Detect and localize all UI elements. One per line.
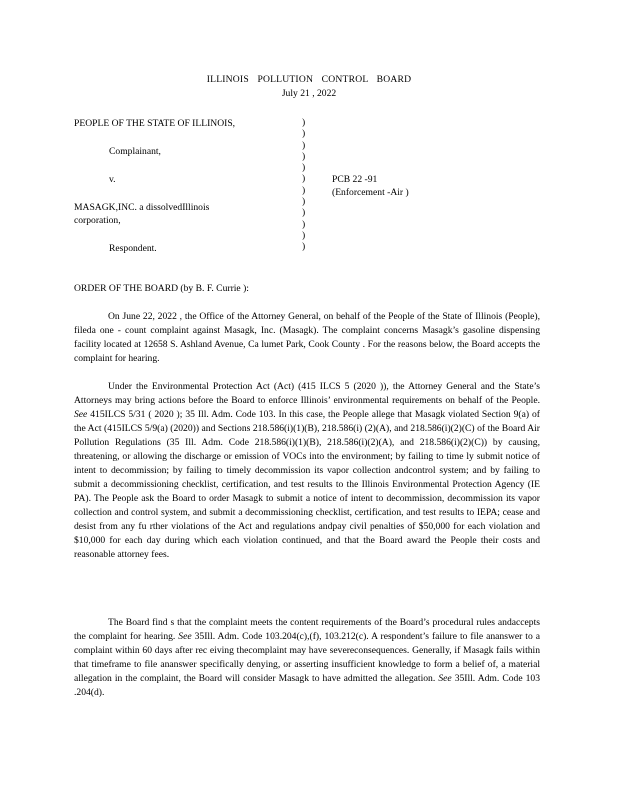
case-number: PCB 22 -91 [332, 174, 378, 185]
paragraph-2-text-b: 415ILCS 5/31 ( 2020 ); 35 Ill. Adm. Code 103. In this case, the People allege that Masagk violated Section 9(a) of the Act (415ILCS 5/9(a) (2020)) and Sections 218.586(i)(1)(B), 218.586(i) (2)(A), and 218.586(i)(2)(C) of the Board Air Pollution Regulations (35 Ill. Adm. Code 218.586(i)(1)(B), 218.586(i)(2)(A), and 218.586(i)(2)(C)) by causing, threatening, or allowing the discharge or emission of VOCs into the environment; by failing to time ly submit notice of intent to decommission; by failing to timely decommission its vapor collection andcontrol system; and by failing to submit a decommissioning checklist, certification, and test results to the Illinois Environmental Protection Agency (IE PA). The People ask the Board to order Masagk to submit a notice of intent to decommission, decommission its vapor collection and control system, and submit a decommissioning checklist, certification, and test results to IEPA; cease and desist from any fu rther violations of the Act and regulations andpay civil penalties of $50,000 for each violation and $10,000 for each day during which each violation continued, and that the Board award the People their costs and reasonable attorney fees. [74, 409, 540, 560]
paren: ) [302, 150, 306, 162]
paren: ) [302, 139, 306, 151]
paren: ) [302, 229, 306, 241]
paren: ) [302, 117, 306, 128]
respondent-label: Respondent. [109, 243, 157, 254]
paren: ) [302, 128, 306, 140]
paren: ) [302, 173, 306, 185]
see-citation-signal: See [74, 409, 88, 420]
defendant-name-line2: corporation, [74, 215, 121, 226]
document-title: ILLINOIS POLLUTION CONTROL BOARD [206, 74, 412, 85]
paragraph-3-text-a: The Board find s that the complaint meets the content requirements of the Board’s procedural rules andaccepts the complaint for hearing. [74, 617, 540, 642]
versus-label: v. [109, 174, 116, 185]
paragraph-3 [74, 616, 540, 700]
paragraph-1-text: On June 22, 2022 , the Office of the Attorney General, on behalf of the People of the State of Illinois (People), fileda one - count complaint against Masagk, Inc. (Masagk). The complaint concerns Masagk’s gasoline dispensing facility located at 12658 S. Ashland Avenue, Ca lumet Park, Cook County . For the reasons below, the Board accepts the complaint for hearing. [74, 311, 540, 364]
paragraph-3-text-c: 35Ill. Adm. Code 103 .204(d). [74, 673, 541, 698]
paragraph-2 [74, 380, 540, 562]
defendant-name-line1: MASAGK,INC. a dissolvedIllinois [74, 202, 210, 213]
paragraph-3-text-b: 35Ill. Adm. Code 103.204(c),(f), 103.212(c). A respondent’s failure to file ananswer to a complaint within 60 days after rec eiving thecomplaint may have severeconsequences. Generally, if Masagk fails within that timeframe to file ananswer specifically denying, or asserting insufficient knowledge to form a belief of, a material allegation in the complaint, the Board will consider Masagk to have admitted the allegation. [74, 631, 540, 684]
see-citation-signal: See [438, 673, 452, 684]
paren: ) [302, 184, 306, 196]
see-citation-signal: See [178, 631, 192, 642]
paren: ) [302, 196, 306, 208]
paren: ) [302, 162, 306, 174]
paren: ) [302, 241, 306, 253]
complainant-label: Complainant, [109, 146, 161, 157]
paren: ) [302, 207, 306, 219]
plaintiff-name: PEOPLE OF THE STATE OF ILLINOIS, [74, 118, 236, 129]
document-date: July 21 , 2022 [281, 88, 337, 99]
paragraph-1 [74, 310, 540, 366]
paren: ) [302, 218, 306, 230]
case-type: (Enforcement -Air ) [332, 187, 409, 198]
paragraph-2-text-a: Under the Environmental Protection Act (Act) (415 ILCS 5 (2020 )), the Attorney General and the State’s Attorneys may bring actions before the Board to enforce Illinois’ environmental requirements on behalf of the People. [74, 381, 540, 406]
caption-paren-column [302, 117, 305, 253]
order-heading: ORDER OF THE BOARD (by B. F. Currie ): [74, 283, 249, 294]
